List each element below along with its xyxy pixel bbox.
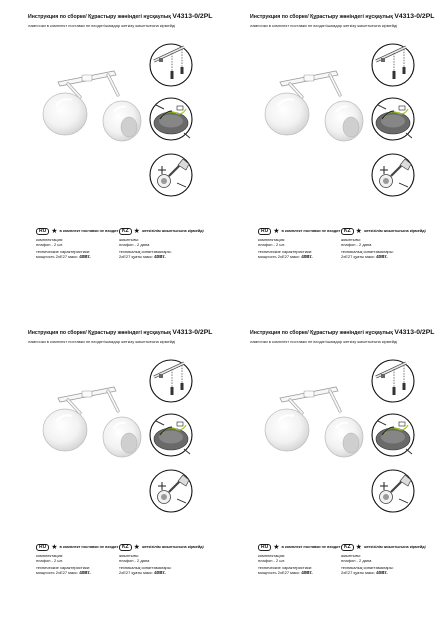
lamp-socket-step-icon xyxy=(150,470,192,512)
kz-power-value: 40Вт. xyxy=(154,570,166,575)
kz-info-block xyxy=(119,544,219,575)
star-icon: ★ xyxy=(133,228,140,235)
kz-language-badge: KZ xyxy=(341,228,354,235)
ru-power-rating xyxy=(258,570,313,575)
kz-components-value: плафон - 2 дана xyxy=(341,558,372,563)
ru-components-label: комплектация: xyxy=(258,237,286,242)
kz-components-value: плафон - 2 дана xyxy=(119,242,150,247)
ru-power-value: 40Вт. xyxy=(79,570,91,575)
ru-components-label: комплектация: xyxy=(36,237,64,242)
kz-not-included-note: жеткізілім жиынтығына кірмейді xyxy=(141,229,204,233)
ru-power-value: 40Вт. xyxy=(79,254,91,259)
ru-language-badge: RU xyxy=(258,228,271,235)
ru-power-prefix: мощность 2хE27 макс: xyxy=(36,254,79,259)
model-number: V4313-0/2PL xyxy=(172,13,213,20)
kz-components-value: плафон - 2 дана xyxy=(119,558,150,563)
kz-not-included-note: жеткізілім жиынтығына кірмейді xyxy=(363,229,426,233)
ru-specs-label: технические характеристики: xyxy=(258,249,313,254)
ru-power-prefix: мощность 2хE27 макс: xyxy=(258,254,301,259)
kz-info-block xyxy=(119,228,219,259)
star-icon: ★ xyxy=(51,544,58,551)
kz-components-label: жиынтығы: xyxy=(341,553,362,558)
kz-specs-label: техникалық сипаттамалары: xyxy=(341,249,394,254)
model-number: V4313-0/2PL xyxy=(172,329,213,336)
lamp-socket-step-icon xyxy=(372,470,414,512)
kz-power-value: 40Вт. xyxy=(376,570,388,575)
kz-components-label: жиынтығы: xyxy=(119,237,140,242)
star-icon: ★ xyxy=(273,228,280,235)
star-icon: ★ xyxy=(133,544,140,551)
ru-components-label: комплектация: xyxy=(258,553,286,558)
kz-power-prefix: 2хЕ27 қуаты макс: xyxy=(341,254,375,259)
kz-specs-label: техникалық сипаттамалары: xyxy=(341,565,394,570)
ru-components-value: плафон - 2 шт. xyxy=(36,242,64,247)
product-illustration xyxy=(250,42,370,150)
title-text: Инструкция по сборке/ Құрастыру жөніндегі нұсқаулық xyxy=(250,330,393,336)
sheet-title xyxy=(28,329,222,336)
star-icon: ★ xyxy=(51,228,58,235)
sheet-title xyxy=(28,13,222,20)
bulbs-not-included-note: лампочки в комплект поставки не входят/шамдар жеткізу жиынтығына кірмейді xyxy=(28,23,176,28)
mounting-bar-step-icon xyxy=(372,44,414,86)
ru-power-rating xyxy=(258,254,313,259)
star-icon: ★ xyxy=(273,544,280,551)
ru-not-included-note: в комплект поставки не входит xyxy=(59,545,119,549)
ru-language-badge: RU xyxy=(258,544,271,551)
lamp-socket-step-icon xyxy=(372,154,414,196)
lamp-socket-step-icon xyxy=(150,154,192,196)
kz-specs-label: техникалық сипаттамалары: xyxy=(119,249,172,254)
ceiling-plate-wiring-step-icon xyxy=(150,98,192,140)
assembly-steps xyxy=(142,39,200,203)
kz-power-prefix: 2хЕ27 қуаты макс: xyxy=(341,570,375,575)
kz-not-included-note: жеткізілім жиынтығына кірмейді xyxy=(363,545,426,549)
product-illustration xyxy=(250,358,370,466)
ceiling-plate-wiring-step-icon xyxy=(150,414,192,456)
ru-components-value: плафон - 2 шт. xyxy=(258,558,286,563)
ru-components-label: комплектация: xyxy=(36,553,64,558)
kz-language-badge: KZ xyxy=(119,544,132,551)
ru-not-included-note: в комплект поставки не входит xyxy=(281,545,341,549)
assembly-steps xyxy=(142,355,200,519)
ru-power-rating xyxy=(36,570,91,575)
ru-power-prefix: мощность 2хE27 макс: xyxy=(258,570,301,575)
ceiling-plate-wiring-step-icon xyxy=(372,98,414,140)
ru-info-block xyxy=(258,544,346,575)
instruction-sheet xyxy=(2,318,222,630)
ru-info-block xyxy=(36,544,124,575)
ru-info-block xyxy=(258,228,346,259)
kz-power-rating xyxy=(119,570,166,575)
kz-specs-label: техникалық сипаттамалары: xyxy=(119,565,172,570)
mounting-bar-step-icon xyxy=(372,360,414,402)
ru-power-value: 40Вт. xyxy=(301,570,313,575)
bulbs-not-included-note: лампочки в комплект поставки не входят/шамдар жеткізу жиынтығына кірмейді xyxy=(28,339,176,344)
instruction-sheet xyxy=(224,318,444,630)
kz-language-badge: KZ xyxy=(341,544,354,551)
kz-power-value: 40Вт. xyxy=(154,254,166,259)
kz-power-value: 40Вт. xyxy=(376,254,388,259)
ru-specs-label: технические характеристики: xyxy=(36,249,91,254)
ru-components-value: плафон - 2 шт. xyxy=(258,242,286,247)
ru-power-value: 40Вт. xyxy=(301,254,313,259)
title-text: Инструкция по сборке/ Құрастыру жөніндегі нұсқаулық xyxy=(28,14,171,20)
mounting-bar-step-icon xyxy=(150,360,192,402)
ru-language-badge: RU xyxy=(36,544,49,551)
kz-power-rating xyxy=(119,254,166,259)
sheet-title xyxy=(250,329,444,336)
product-illustration xyxy=(28,358,148,466)
ru-language-badge: RU xyxy=(36,228,49,235)
kz-power-rating xyxy=(341,254,388,259)
kz-power-rating xyxy=(341,570,388,575)
assembly-steps xyxy=(364,355,422,519)
ru-components-value: плафон - 2 шт. xyxy=(36,558,64,563)
model-number: V4313-0/2PL xyxy=(394,13,435,20)
bulbs-not-included-note: лампочки в комплект поставки не входят/шамдар жеткізу жиынтығына кірмейді xyxy=(250,23,398,28)
title-text: Инструкция по сборке/ Құрастыру жөніндегі нұсқаулық xyxy=(250,14,393,20)
ru-specs-label: технические характеристики: xyxy=(36,565,91,570)
kz-power-prefix: 2хЕ27 қуаты макс: xyxy=(119,254,153,259)
model-number: V4313-0/2PL xyxy=(394,329,435,336)
assembly-steps xyxy=(364,39,422,203)
instruction-sheet xyxy=(224,2,444,314)
kz-components-label: жиынтығы: xyxy=(341,237,362,242)
ru-power-prefix: мощность 2хE27 макс: xyxy=(36,570,79,575)
kz-info-block xyxy=(341,228,441,259)
mounting-bar-step-icon xyxy=(150,44,192,86)
kz-not-included-note: жеткізілім жиынтығына кірмейді xyxy=(141,545,204,549)
ceiling-plate-wiring-step-icon xyxy=(372,414,414,456)
title-text: Инструкция по сборке/ Құрастыру жөніндегі нұсқаулық xyxy=(28,330,171,336)
product-illustration xyxy=(28,42,148,150)
kz-language-badge: KZ xyxy=(119,228,132,235)
kz-components-label: жиынтығы: xyxy=(119,553,140,558)
kz-power-prefix: 2хЕ27 қуаты макс: xyxy=(119,570,153,575)
ru-specs-label: технические характеристики: xyxy=(258,565,313,570)
sheet-title xyxy=(250,13,444,20)
ru-not-included-note: в комплект поставки не входит xyxy=(59,229,119,233)
instruction-sheet xyxy=(2,2,222,314)
kz-info-block xyxy=(341,544,441,575)
ru-not-included-note: в комплект поставки не входит xyxy=(281,229,341,233)
kz-components-value: плафон - 2 дана xyxy=(341,242,372,247)
bulbs-not-included-note: лампочки в комплект поставки не входят/шамдар жеткізу жиынтығына кірмейді xyxy=(250,339,398,344)
star-icon: ★ xyxy=(355,228,362,235)
ru-info-block xyxy=(36,228,124,259)
star-icon: ★ xyxy=(355,544,362,551)
ru-power-rating xyxy=(36,254,91,259)
